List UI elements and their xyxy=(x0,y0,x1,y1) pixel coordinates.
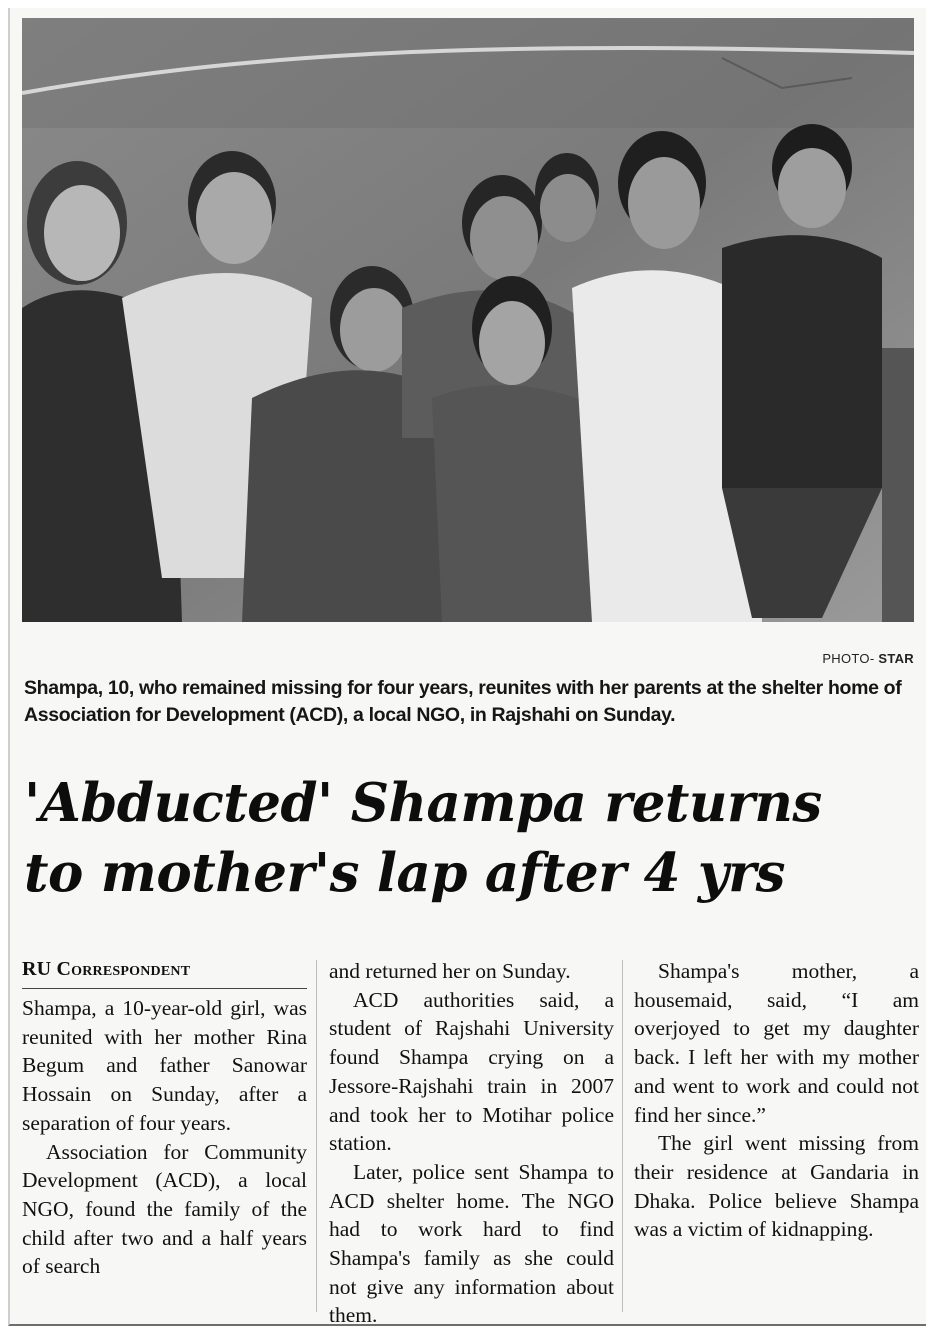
photo-credit-source: STAR xyxy=(878,651,914,666)
article-paragraph: The girl went missing from their residence at Gandaria in Dhaka. Police believe Shampa was a victim of kidnapping. xyxy=(634,1131,919,1242)
column-divider xyxy=(622,960,623,1312)
byline-first: RU xyxy=(22,958,52,980)
article-paragraph: Shampa, a 10-year-old girl, was reunited with her mother Rina Begum and father Sanowar Hossain on Sunday, after a separation of four years. xyxy=(22,996,307,1135)
column-divider xyxy=(316,960,317,1312)
headline-line-1: 'Abducted' Shampa returns xyxy=(24,772,822,834)
article-paragraph: and returned her on Sunday. xyxy=(329,959,571,983)
article-paragraph: Shampa's mother, a housemaid, said, “I am overjoyed to get my daughter back. I left her with my mother and went to work and could not find her since.” xyxy=(634,959,919,1127)
article-paragraph: ACD authorities said, a student of Rajshahi University found Shampa crying on a Jessore-Rajshahi train in 2007 and took her to Motihar police station. xyxy=(329,987,614,1156)
article-column-1 xyxy=(22,956,307,1281)
news-photo xyxy=(22,18,914,622)
photo-credit-prefix: PHOTO- xyxy=(822,651,875,666)
byline-second: Correspondent xyxy=(56,958,191,980)
article-paragraph: Association for Community Development (ACD), a local NGO, found the family of the child after two and a half years of search xyxy=(22,1139,307,1279)
article-paragraph: Later, police sent Shampa to ACD shelter home. The NGO had to work hard to find Shampa's family as she could not give any information about them. xyxy=(329,1159,614,1328)
group-photo-illustration xyxy=(22,18,914,622)
headline-line-2: to mother's lap after 4 yrs xyxy=(24,842,785,904)
article-column-2 xyxy=(329,957,614,1330)
article-column-3 xyxy=(634,957,919,1244)
photo-caption: Shampa, 10, who remained missing for four years, reunites with her parents at the shelter home of Association for Development (ACD), a local NGO, in Rajshahi on Sunday. xyxy=(24,677,902,726)
byline xyxy=(22,956,307,989)
headline xyxy=(24,768,916,908)
photo-credit xyxy=(822,651,914,666)
